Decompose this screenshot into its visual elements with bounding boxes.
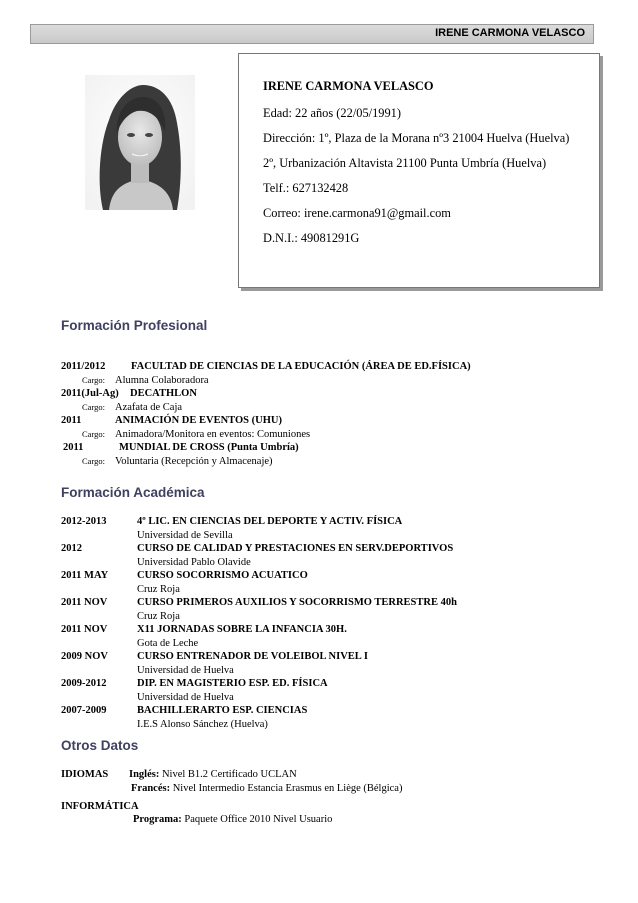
info-age: Edad: 22 años (22/05/1991) xyxy=(263,106,401,120)
info-address: Dirección: 1º, Plaza de la Morana nº3 21004 Huelva (Huelva) xyxy=(263,131,570,145)
fa-entry-5-place: Gota de Leche xyxy=(137,637,199,649)
fa-entry-8: 2007-2009 BACHILLERARTO ESP. CIENCIAS xyxy=(61,705,308,716)
ingles-label: Inglés: xyxy=(129,769,160,780)
programa-value: Paquete Office 2010 Nivel Usuario xyxy=(184,814,333,825)
fa-entry-5: 2011 NOV X11 JORNADAS SOBRE LA INFANCIA 30H. xyxy=(61,624,347,635)
fa-entry-7: 2009-2012 DIP. EN MAGISTERIO ESP. ED. FÍSICA xyxy=(61,678,328,689)
fp-entry-4-header: 2011 MUNDIAL DE CROSS (Punta Umbría) xyxy=(63,442,299,453)
fp-entry-3-cargo: Cargo: Animadora/Monitora en eventos: Comuniones xyxy=(82,428,311,440)
fa-entry-1: 2012-2013 4º LIC. EN CIENCIAS DEL DEPORTE Y ACTIV. FÍSICA xyxy=(61,516,403,527)
fa-entry-6-place: Universidad de Huelva xyxy=(137,664,234,676)
info-phone: Telf.: 627132428 xyxy=(263,181,349,195)
frances-row xyxy=(131,782,402,796)
section-title-formacion-profesional: Formación Profesional xyxy=(61,318,208,333)
fa-entry-6: 2009 NOV CURSO ENTRENADOR DE VOLEIBOL NIVEL I xyxy=(61,651,368,662)
section-title-otros-datos: Otros Datos xyxy=(61,738,139,753)
info-name: IRENE CARMONA VELASCO xyxy=(263,79,434,93)
fa-entry-4-place: Cruz Roja xyxy=(137,610,180,622)
fa-entry-3: 2011 MAY CURSO SOCORRISMO ACUATICO xyxy=(61,570,308,581)
programa-row xyxy=(133,813,332,827)
profile-photo xyxy=(85,75,195,210)
frances-label: Francés: xyxy=(131,783,171,794)
fa-entry-7-place: Universidad de Huelva xyxy=(137,691,234,703)
fa-entry-4: 2011 NOV CURSO PRIMEROS AUXILIOS Y SOCORRISMO TERRESTRE 40h xyxy=(61,597,457,608)
fa-entry-2: 2012 CURSO DE CALIDAD Y PRESTACIONES EN SERV.DEPORTIVOS xyxy=(61,543,454,554)
fp-entry-1-cargo: Cargo: Alumna Colaboradora xyxy=(82,374,209,386)
formacion-academica-list xyxy=(61,515,457,731)
informatica-label: INFORMÁTICA xyxy=(61,801,139,812)
fp-entry-3-header: 2011 ANIMACIÓN DE EVENTOS (UHU) xyxy=(61,415,282,426)
fp-entry-1-header: 2011/2012 FACULTAD DE CIENCIAS DE LA EDUCACIÓN (ÁREA DE ED.FÍSICA) xyxy=(61,361,471,372)
formacion-profesional-list xyxy=(61,360,471,468)
fp-entry-4-cargo: Cargo: Voluntaria (Recepción y Almacenaje) xyxy=(82,455,273,467)
programa-label: Programa: xyxy=(133,814,182,825)
fp-entry-2-header: 2011(Jul-Ag) DECATHLON xyxy=(61,388,197,399)
header-bar xyxy=(30,24,594,44)
ingles-value: Nivel B1.2 Certificado UCLAN xyxy=(161,769,297,780)
fa-entry-1-place: Universidad de Sevilla xyxy=(137,529,233,541)
idiomas-label: IDIOMAS xyxy=(61,769,109,780)
fa-entry-8-place: I.E.S Alonso Sánchez (Huelva) xyxy=(137,718,268,730)
header-name: IRENE CARMONA VELASCO xyxy=(435,27,585,39)
fa-entry-3-place: Cruz Roja xyxy=(137,583,180,595)
personal-info-box xyxy=(238,53,600,288)
fa-entry-2-place: Universidad Pablo Olavide xyxy=(137,556,251,568)
idiomas-row xyxy=(61,768,297,782)
section-title-formacion-academica: Formación Académica xyxy=(61,485,205,500)
info-address-2: 2º, Urbanización Altavista 21100 Punta Umbría (Huelva) xyxy=(263,156,547,170)
info-dni: D.N.I.: 49081291G xyxy=(263,231,360,245)
frances-value: Nivel Intermedio Estancia Erasmus en Liège (Bélgica) xyxy=(172,783,403,794)
fp-entry-2-cargo: Cargo: Azafata de Caja xyxy=(82,401,183,413)
info-email: Correo: irene.carmona91@gmail.com xyxy=(263,206,451,220)
